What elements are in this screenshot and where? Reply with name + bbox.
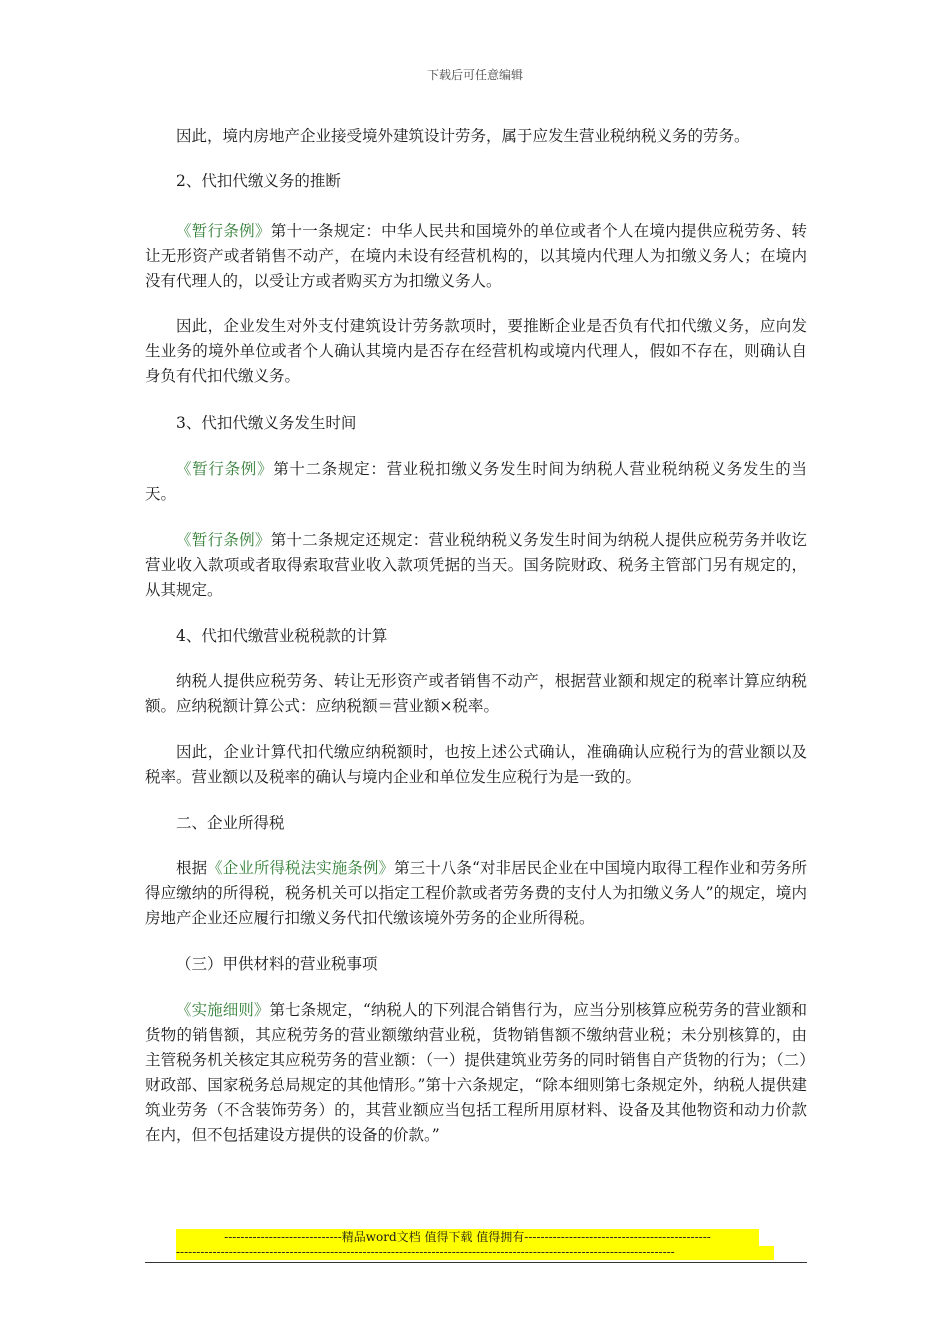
paragraph: 《实施细则》第七条规定，“纳税人的下列混合销售行为，应当分别核算应税劳务的营业额和货物的销售额，其应税劳务的营业额缴纳营业税，货物销售额不缴纳营业税；未分别核算的，由主管税务机关核定其应税劳务的营业额：（一）提供建筑业劳务的同时销售自产货物的行为；（二）财政部、国家税务总局规定的其他情形。”第十六条规定，“除本细则第七条规定外，纳税人提供建筑业劳务（不含装饰劳务）的，其营业额应当包括工程所用原材料、设备及其他物资和动力价款在内，但不包括建设方提供的设备的价款。” <box>145 1001 807 1144</box>
paragraph: 因此，企业发生对外支付建筑设计劳务款项时，要推断企业是否负有代扣代缴义务，应向发生业务的境外单位或者个人确认其境内是否存在经营机构或境内代理人，假如不存在，则确认自身负有代扣代缴义务。 <box>145 317 807 385</box>
regulation-link[interactable]: 《暂行条例》 <box>176 531 271 549</box>
document-body <box>145 124 807 1148</box>
paragraph: 因此，境内房地产企业接受境外建筑设计劳务，属于应发生营业税纳税义务的劳务。 <box>176 127 750 145</box>
section-heading: 3、代扣代缴义务发生时间 <box>176 414 357 432</box>
regulation-link[interactable]: 《暂行条例》 <box>176 222 271 240</box>
section-heading: 2、代扣代缴义务的推断 <box>176 172 341 190</box>
paragraph: 因此，企业计算代扣代缴应纳税额时，也按上述公式确认，准确确认应税行为的营业额以及税率。营业额以及税率的确认与境内企业和单位发生应税行为是一致的。 <box>145 743 807 786</box>
regulation-link[interactable]: 《暂行条例》 <box>176 460 274 478</box>
section-heading: 4、代扣代缴营业税税款的计算 <box>176 627 388 645</box>
regulation-link[interactable]: 《企业所得税法实施条例》 <box>207 859 395 877</box>
paragraph: 《暂行条例》第十二条规定：营业税扣缴义务发生时间为纳税人营业税纳税义务发生的当天。 <box>145 460 807 503</box>
paragraph: 《暂行条例》第十一条规定：中华人民共和国境外的单位或者个人在境内提供应税劳务、转让无形资产或者销售不动产，在境内未设有经营机构的，以其境内代理人为扣缴义务人；在境内没有代理人的，以受让方或者购买方为扣缴义务人。 <box>145 222 807 290</box>
paragraph: 纳税人提供应税劳务、转让无形资产或者销售不动产，根据营业额和规定的税率计算应纳税额。应纳税额计算公式：应纳税额＝营业额×税率。 <box>145 672 807 715</box>
footer-dashes: --------------------------------------------------------------------------------------------------------------------------- <box>176 1246 774 1260</box>
paragraph: 《暂行条例》第十二条规定还规定：营业税纳税义务发生时间为纳税人提供应税劳务并收讫营业收入款项或者取得索取营业收入款项凭据的当天。国务院财政、税务主管部门另有规定的，从其规定。 <box>145 531 807 599</box>
footer-banner: -----------------------------精品word文档 值得下载 值得拥有---------------------------------------------- <box>176 1229 759 1246</box>
paragraph: 根据《企业所得税法实施条例》第三十八条“对非居民企业在中国境内取得工程作业和劳务所得应缴纳的所得税，税务机关可以指定工程价款或者劳务费的支付人为扣缴义务人”的规定，境内房地产企业还应履行扣缴义务代扣代缴该境外劳务的企业所得税。 <box>145 859 807 927</box>
page-header: 下载后可任意编辑 <box>426 68 523 82</box>
footer-rule <box>145 1262 807 1263</box>
section-heading: 二、企业所得税 <box>176 814 285 832</box>
section-heading: （三）甲供材料的营业税事项 <box>176 955 378 973</box>
regulation-link[interactable]: 《实施细则》 <box>176 1001 270 1019</box>
